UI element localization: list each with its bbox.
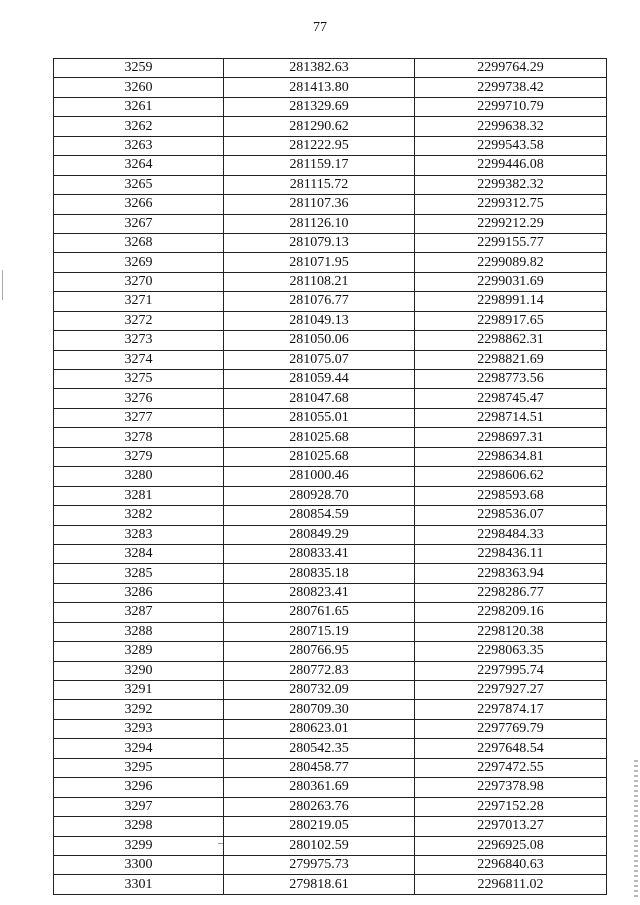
table-row [54, 408, 607, 427]
point-number-cell: 3275 [54, 370, 224, 389]
y-coordinate-cell: 2296811.02 [415, 875, 607, 894]
x-coordinate-cell: 281059.44 [224, 370, 415, 389]
table-row [54, 97, 607, 116]
point-number-cell: 3283 [54, 525, 224, 544]
point-number-cell: 3289 [54, 642, 224, 661]
point-number-cell: 3271 [54, 292, 224, 311]
point-number-cell: 3273 [54, 331, 224, 350]
table-row [54, 389, 607, 408]
table-row [54, 778, 607, 797]
point-number-cell: 3288 [54, 622, 224, 641]
table-row [54, 195, 607, 214]
x-coordinate-cell: 280219.05 [224, 817, 415, 836]
x-coordinate-cell: 280849.29 [224, 525, 415, 544]
table-row [54, 156, 607, 175]
table-row [54, 875, 607, 894]
y-coordinate-cell: 2298697.31 [415, 428, 607, 447]
y-coordinate-cell: 2298286.77 [415, 583, 607, 602]
y-coordinate-cell: 2299155.77 [415, 233, 607, 252]
x-coordinate-cell: 279818.61 [224, 875, 415, 894]
table-row [54, 603, 607, 622]
x-coordinate-cell: 281050.06 [224, 331, 415, 350]
point-number-cell: 3260 [54, 78, 224, 97]
y-coordinate-cell: 2298773.56 [415, 370, 607, 389]
y-coordinate-cell: 2299312.75 [415, 195, 607, 214]
y-coordinate-cell: 2299031.69 [415, 272, 607, 291]
scan-artifact [218, 843, 223, 844]
x-coordinate-cell: 281107.36 [224, 195, 415, 214]
y-coordinate-cell: 2298634.81 [415, 447, 607, 466]
point-number-cell: 3297 [54, 797, 224, 816]
x-coordinate-cell: 280623.01 [224, 719, 415, 738]
x-coordinate-cell: 280102.59 [224, 836, 415, 855]
x-coordinate-cell: 280835.18 [224, 564, 415, 583]
table-row [54, 855, 607, 874]
x-coordinate-cell: 280928.70 [224, 486, 415, 505]
x-coordinate-cell: 280542.35 [224, 739, 415, 758]
x-coordinate-cell: 281115.72 [224, 175, 415, 194]
y-coordinate-cell: 2298606.62 [415, 467, 607, 486]
table-row [54, 136, 607, 155]
table-row [54, 836, 607, 855]
point-number-cell: 3300 [54, 855, 224, 874]
point-number-cell: 3276 [54, 389, 224, 408]
y-coordinate-cell: 2298063.35 [415, 642, 607, 661]
point-number-cell: 3296 [54, 778, 224, 797]
table-row [54, 583, 607, 602]
coordinates-table [53, 58, 607, 895]
y-coordinate-cell: 2297927.27 [415, 681, 607, 700]
x-coordinate-cell: 281222.95 [224, 136, 415, 155]
point-number-cell: 3266 [54, 195, 224, 214]
point-number-cell: 3293 [54, 719, 224, 738]
point-number-cell: 3274 [54, 350, 224, 369]
point-number-cell: 3259 [54, 59, 224, 78]
y-coordinate-cell: 2298991.14 [415, 292, 607, 311]
table-row [54, 214, 607, 233]
table-row [54, 370, 607, 389]
point-number-cell: 3285 [54, 564, 224, 583]
x-coordinate-cell: 281049.13 [224, 311, 415, 330]
table-row [54, 311, 607, 330]
y-coordinate-cell: 2298120.38 [415, 622, 607, 641]
point-number-cell: 3278 [54, 428, 224, 447]
table-row [54, 253, 607, 272]
y-coordinate-cell: 2298363.94 [415, 564, 607, 583]
y-coordinate-cell: 2297995.74 [415, 661, 607, 680]
y-coordinate-cell: 2296840.63 [415, 855, 607, 874]
table-row [54, 272, 607, 291]
x-coordinate-cell: 281413.80 [224, 78, 415, 97]
point-number-cell: 3262 [54, 117, 224, 136]
x-coordinate-cell: 281382.63 [224, 59, 415, 78]
y-coordinate-cell: 2298821.69 [415, 350, 607, 369]
x-coordinate-cell: 281071.95 [224, 253, 415, 272]
y-coordinate-cell: 2299764.29 [415, 59, 607, 78]
table-row [54, 758, 607, 777]
page-number: 77 [313, 20, 327, 35]
point-number-cell: 3282 [54, 506, 224, 525]
y-coordinate-cell: 2297648.54 [415, 739, 607, 758]
x-coordinate-cell: 280761.65 [224, 603, 415, 622]
y-coordinate-cell: 2299543.58 [415, 136, 607, 155]
y-coordinate-cell: 2299212.29 [415, 214, 607, 233]
table-row [54, 292, 607, 311]
point-number-cell: 3277 [54, 408, 224, 427]
point-number-cell: 3284 [54, 544, 224, 563]
table-row [54, 544, 607, 563]
table-row [54, 525, 607, 544]
point-number-cell: 3294 [54, 739, 224, 758]
table-row [54, 719, 607, 738]
y-coordinate-cell: 2299382.32 [415, 175, 607, 194]
y-coordinate-cell: 2299089.82 [415, 253, 607, 272]
x-coordinate-cell: 281126.10 [224, 214, 415, 233]
y-coordinate-cell: 2298484.33 [415, 525, 607, 544]
y-coordinate-cell: 2298862.31 [415, 331, 607, 350]
x-coordinate-cell: 281075.07 [224, 350, 415, 369]
table-row [54, 467, 607, 486]
point-number-cell: 3267 [54, 214, 224, 233]
y-coordinate-cell: 2297378.98 [415, 778, 607, 797]
x-coordinate-cell: 281329.69 [224, 97, 415, 116]
table-row [54, 797, 607, 816]
x-coordinate-cell: 281079.13 [224, 233, 415, 252]
point-number-cell: 3272 [54, 311, 224, 330]
y-coordinate-cell: 2297472.55 [415, 758, 607, 777]
table-row [54, 331, 607, 350]
table-row [54, 642, 607, 661]
x-coordinate-cell: 280361.69 [224, 778, 415, 797]
point-number-cell: 3287 [54, 603, 224, 622]
table-row [54, 700, 607, 719]
point-number-cell: 3264 [54, 156, 224, 175]
y-coordinate-cell: 2299710.79 [415, 97, 607, 116]
table-row [54, 681, 607, 700]
y-coordinate-cell: 2299446.08 [415, 156, 607, 175]
table-row [54, 447, 607, 466]
table-row [54, 661, 607, 680]
point-number-cell: 3263 [54, 136, 224, 155]
y-coordinate-cell: 2298593.68 [415, 486, 607, 505]
y-coordinate-cell: 2296925.08 [415, 836, 607, 855]
y-coordinate-cell: 2298209.16 [415, 603, 607, 622]
x-coordinate-cell: 280263.76 [224, 797, 415, 816]
point-number-cell: 3290 [54, 661, 224, 680]
x-coordinate-cell: 281159.17 [224, 156, 415, 175]
table-row [54, 117, 607, 136]
y-coordinate-cell: 2299638.32 [415, 117, 607, 136]
x-coordinate-cell: 280772.83 [224, 661, 415, 680]
x-coordinate-cell: 281000.46 [224, 467, 415, 486]
table-row [54, 506, 607, 525]
y-coordinate-cell: 2299738.42 [415, 78, 607, 97]
point-number-cell: 3265 [54, 175, 224, 194]
point-number-cell: 3279 [54, 447, 224, 466]
table-row [54, 175, 607, 194]
y-coordinate-cell: 2297769.79 [415, 719, 607, 738]
y-coordinate-cell: 2298536.07 [415, 506, 607, 525]
x-coordinate-cell: 280766.95 [224, 642, 415, 661]
table-row [54, 486, 607, 505]
x-coordinate-cell: 279975.73 [224, 855, 415, 874]
y-coordinate-cell: 2297013.27 [415, 817, 607, 836]
y-coordinate-cell: 2298436.11 [415, 544, 607, 563]
x-coordinate-cell: 281047.68 [224, 389, 415, 408]
point-number-cell: 3299 [54, 836, 224, 855]
table-row [54, 622, 607, 641]
table-row [54, 350, 607, 369]
point-number-cell: 3261 [54, 97, 224, 116]
x-coordinate-cell: 281108.21 [224, 272, 415, 291]
x-coordinate-cell: 280833.41 [224, 544, 415, 563]
coordinates-table-body [54, 59, 607, 895]
table-row [54, 59, 607, 78]
point-number-cell: 3280 [54, 467, 224, 486]
table-row [54, 564, 607, 583]
table-row [54, 233, 607, 252]
point-number-cell: 3269 [54, 253, 224, 272]
x-coordinate-cell: 280823.41 [224, 583, 415, 602]
x-coordinate-cell: 280715.19 [224, 622, 415, 641]
scan-edge-mark [2, 270, 3, 300]
table-row [54, 739, 607, 758]
x-coordinate-cell: 280732.09 [224, 681, 415, 700]
point-number-cell: 3292 [54, 700, 224, 719]
table-row [54, 428, 607, 447]
x-coordinate-cell: 281025.68 [224, 447, 415, 466]
point-number-cell: 3291 [54, 681, 224, 700]
y-coordinate-cell: 2298714.51 [415, 408, 607, 427]
y-coordinate-cell: 2297874.17 [415, 700, 607, 719]
x-coordinate-cell: 280709.30 [224, 700, 415, 719]
y-coordinate-cell: 2298917.65 [415, 311, 607, 330]
point-number-cell: 3281 [54, 486, 224, 505]
x-coordinate-cell: 281025.68 [224, 428, 415, 447]
y-coordinate-cell: 2297152.28 [415, 797, 607, 816]
point-number-cell: 3301 [54, 875, 224, 894]
y-coordinate-cell: 2298745.47 [415, 389, 607, 408]
point-number-cell: 3270 [54, 272, 224, 291]
x-coordinate-cell: 280854.59 [224, 506, 415, 525]
x-coordinate-cell: 280458.77 [224, 758, 415, 777]
x-coordinate-cell: 281076.77 [224, 292, 415, 311]
x-coordinate-cell: 281290.62 [224, 117, 415, 136]
point-number-cell: 3268 [54, 233, 224, 252]
x-coordinate-cell: 281055.01 [224, 408, 415, 427]
point-number-cell: 3295 [54, 758, 224, 777]
point-number-cell: 3298 [54, 817, 224, 836]
table-row [54, 817, 607, 836]
table-row [54, 78, 607, 97]
point-number-cell: 3286 [54, 583, 224, 602]
scan-edge-marks [634, 760, 638, 900]
